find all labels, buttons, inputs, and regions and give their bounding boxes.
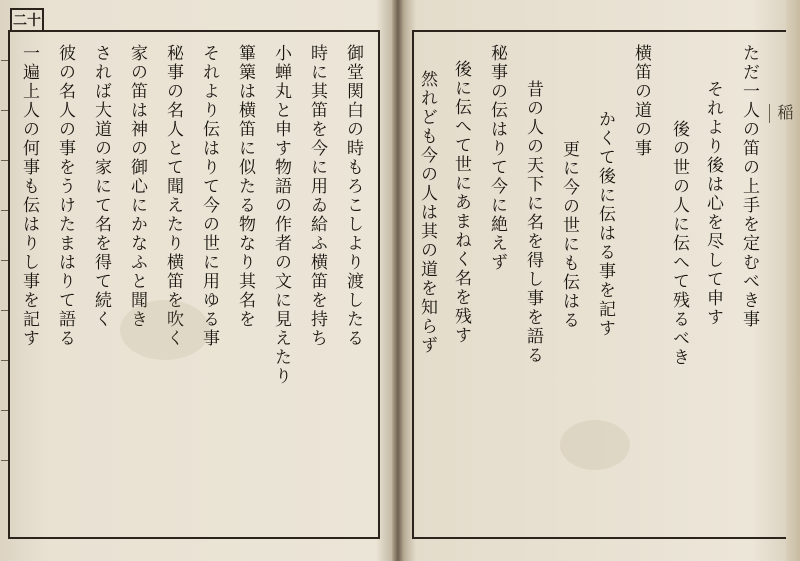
right-column-3: 後の世の人に伝へて残るべき bbox=[669, 120, 689, 367]
paper-stain bbox=[560, 420, 630, 470]
page-edge bbox=[786, 0, 800, 561]
left-column-1: 御堂関白の時もろこしより渡したる bbox=[343, 44, 363, 348]
left-column-4: 篳篥は横笛に似たる物なり其名を bbox=[235, 44, 255, 329]
left-page bbox=[0, 0, 392, 561]
right-column-9: 後に伝へて世にあまねく名を残す bbox=[451, 60, 471, 345]
right-column-10: 然れども今の人は其の道を知らず bbox=[417, 70, 437, 355]
left-column-5: それより伝はりて今の世に用ゆる事 bbox=[199, 44, 219, 348]
right-column-2: それより後は心を尽して申す bbox=[703, 80, 723, 327]
left-column-8: されば大道の家にて名を得て続く bbox=[91, 44, 111, 329]
page-number: 二十 bbox=[10, 8, 44, 32]
left-column-7: 家の笛は神の御心にかなふと聞き bbox=[127, 44, 147, 329]
left-column-6: 秘事の名人とて聞えたり横笛を吹く bbox=[163, 44, 183, 348]
right-column-4: 横笛の道の事 bbox=[631, 44, 651, 158]
book-gutter bbox=[392, 0, 404, 561]
right-column-5: かくて後に伝はる事を記す bbox=[595, 110, 615, 338]
right-column-7: 昔の人の天下に名を得し事を語る bbox=[523, 80, 543, 365]
right-column-6: 更に今の世にも伝はる bbox=[559, 140, 579, 330]
left-column-9: 彼の名人の事をうけたまはりて語る bbox=[55, 44, 75, 348]
left-column-10: 一遍上人の何事も伝はりし事を記す bbox=[19, 44, 39, 348]
right-page bbox=[404, 0, 800, 561]
right-column-1: ただ一人の笛の上手を定むべき事 bbox=[739, 44, 759, 329]
paper-stain bbox=[120, 300, 210, 360]
left-column-2: 時に其笛を今に用ゐ給ふ横笛を持ち bbox=[307, 44, 327, 348]
side-label: 稲 bbox=[769, 104, 796, 123]
right-column-8: 秘事の伝はりて今に絶えず bbox=[487, 44, 507, 272]
left-column-3: 小蝉丸と申す物語の作者の文に見えたり bbox=[271, 44, 291, 386]
